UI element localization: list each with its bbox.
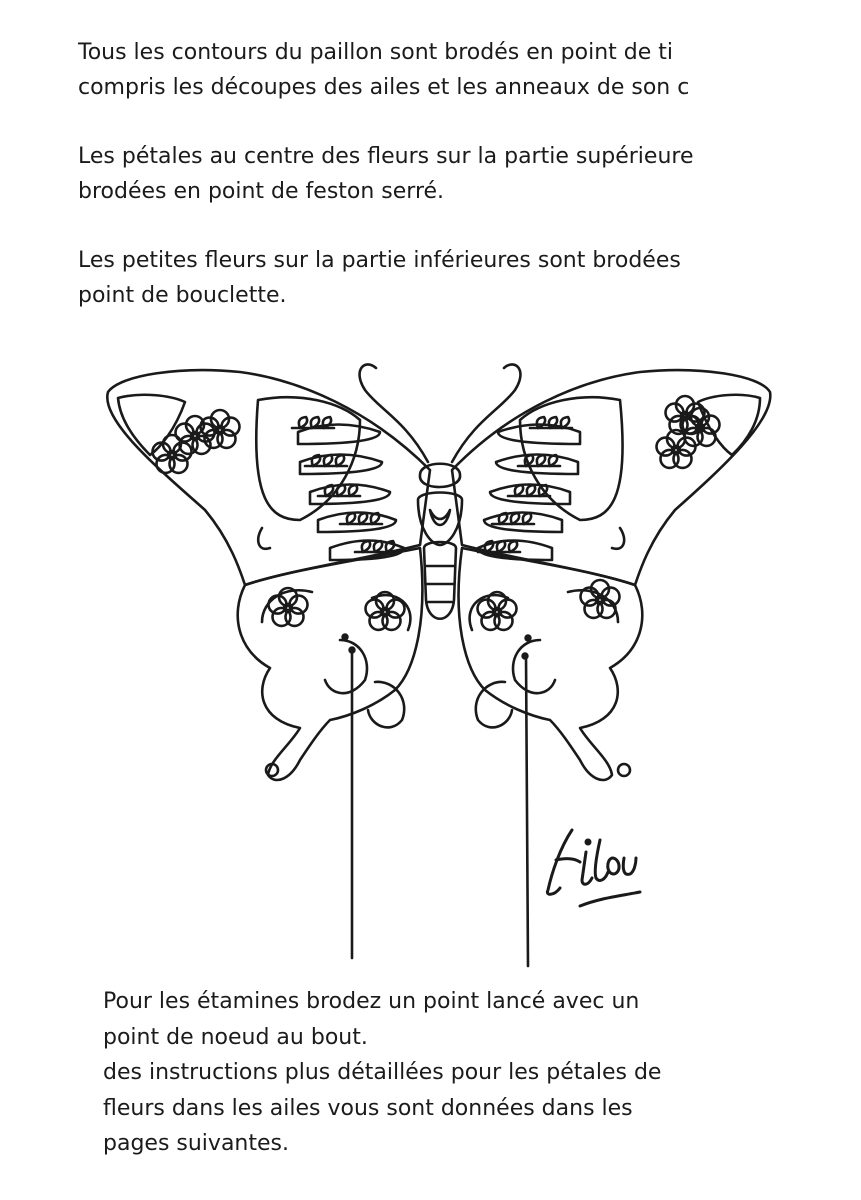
text-line: Les pétales au centre des fleurs sur la partie supérieure: [78, 144, 694, 169]
butterfly-abdomen: [424, 542, 456, 619]
text-line: compris les découpes des ailes et les anneaux de son c: [78, 74, 690, 100]
text-line: des instructions plus détaillées pour les pétales de: [103, 1060, 662, 1085]
text-line: point de bouclette.: [78, 282, 287, 308]
butterfly-antenna-left: [360, 364, 428, 462]
text-line: pages suivantes.: [103, 1131, 289, 1156]
text-line: Les petites fleurs sur la partie inférieures sont brodées: [78, 248, 681, 273]
paragraph-petal-stitch: [78, 140, 746, 209]
paragraph-outline-stitch: [78, 36, 746, 105]
intro-text: [78, 36, 746, 348]
text-line: Tous les contours du paillon sont brodés en point de ti: [78, 40, 673, 65]
butterfly-head: [420, 464, 460, 487]
text-line: brodées en point de feston serré.: [78, 178, 445, 204]
left-lower-wing: [238, 548, 423, 780]
butterfly-antenna-right: [452, 364, 520, 462]
paragraph-small-flowers: [78, 244, 746, 313]
text-line: point de noeud au bout.: [103, 1024, 368, 1050]
stamen-pointer-right: [526, 656, 528, 966]
text-line: fleurs dans les ailes vous sont données dans les: [103, 1095, 633, 1121]
butterfly-illustration: [100, 340, 780, 970]
stamen-instructions: [103, 984, 743, 1162]
signature: [547, 830, 640, 906]
right-lower-wing: [459, 548, 643, 780]
text-line: Pour les étamines brodez un point lancé avec un: [103, 989, 640, 1014]
